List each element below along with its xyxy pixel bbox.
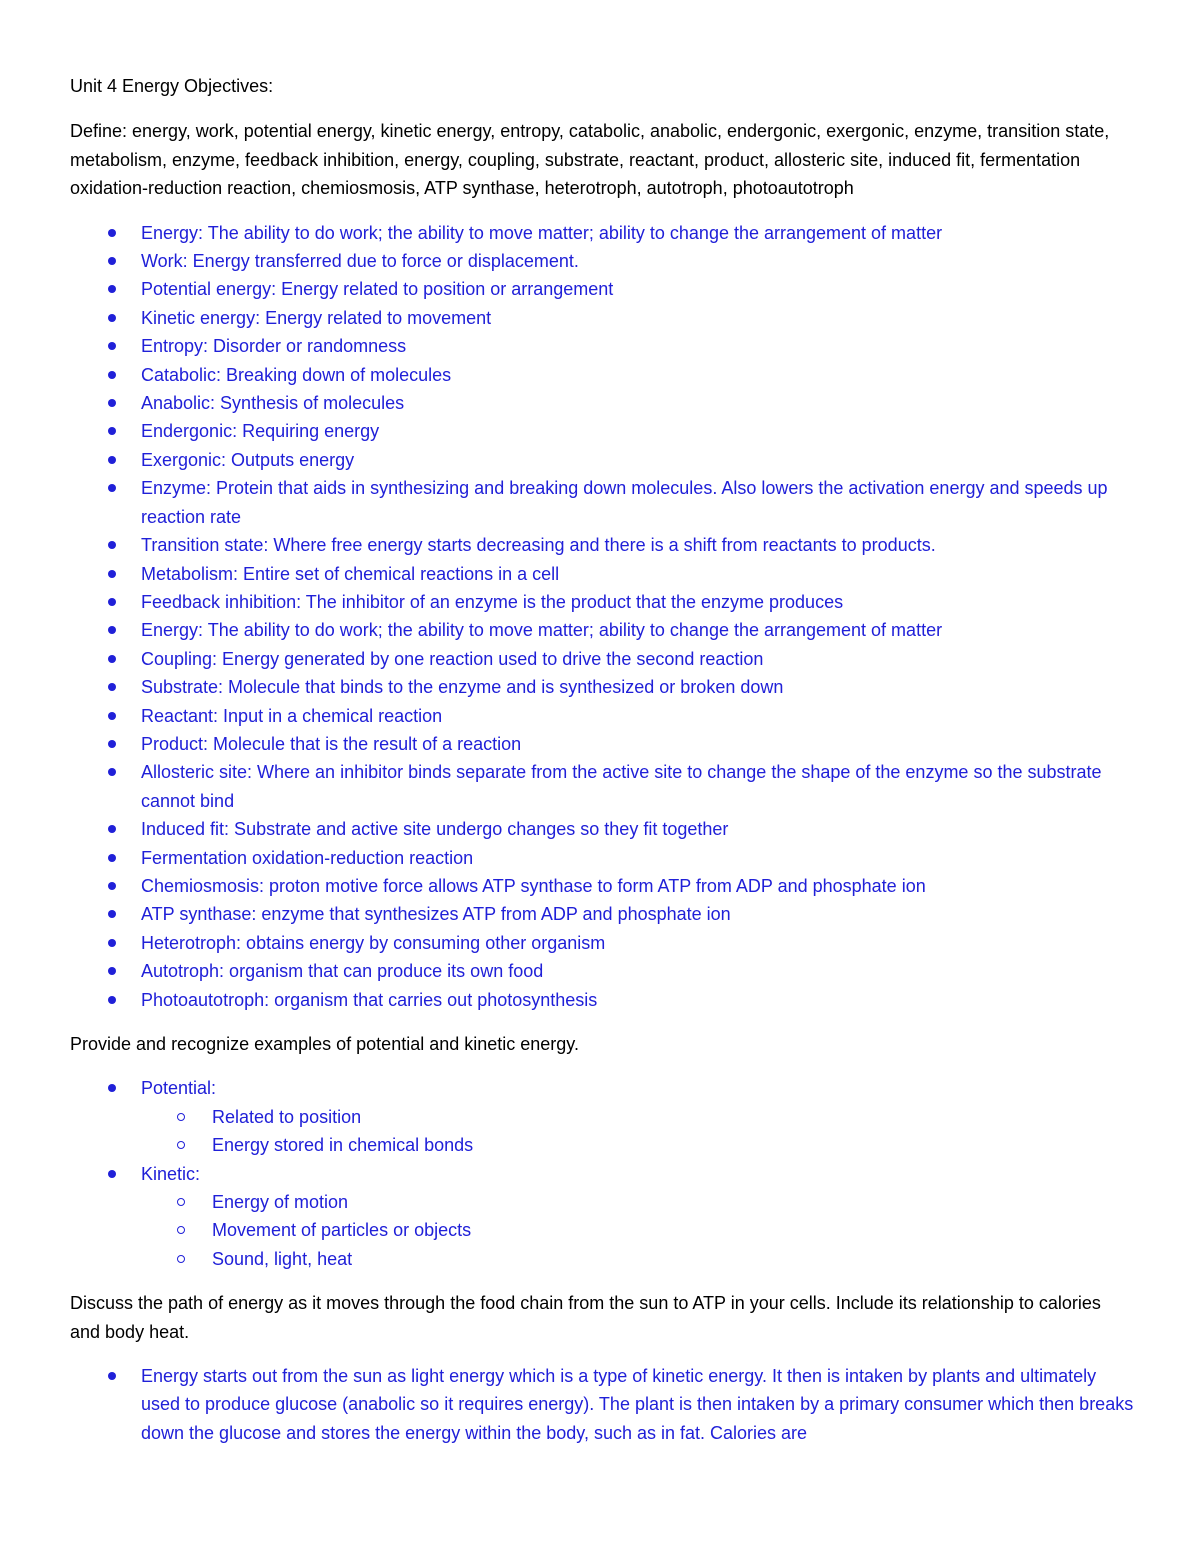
bullet-icon xyxy=(108,314,116,322)
bullet-icon xyxy=(108,655,116,663)
list-item: Autotroph: organism that can produce its own food xyxy=(70,957,1135,985)
bullet-icon xyxy=(108,1084,116,1092)
document-title: Unit 4 Energy Objectives: xyxy=(70,76,274,96)
example-sublist xyxy=(141,1103,1135,1160)
bullet-icon xyxy=(108,342,116,350)
bullet-icon xyxy=(108,967,116,975)
path-prompt: Discuss the path of energy as it moves through the food chain from the sun to ATP in your cells. Include its relationship to calories and body heat. xyxy=(70,1293,1101,1342)
list-item: Reactant: Input in a chemical reaction xyxy=(70,702,1135,730)
bullet-icon xyxy=(108,427,116,435)
list-item: Kinetic energy: Energy related to movement xyxy=(70,304,1135,332)
list-item: ATP synthase: enzyme that synthesizes ATP from ADP and phosphate ion xyxy=(70,900,1135,928)
list-item: Catabolic: Breaking down of molecules xyxy=(70,361,1135,389)
examples-list xyxy=(70,1074,1135,1273)
list-item: Energy of motion xyxy=(141,1188,1135,1216)
list-item: Chemiosmosis: proton motive force allows ATP synthase to form ATP from ADP and phosphate ion xyxy=(70,872,1135,900)
hollow-bullet-icon xyxy=(177,1198,185,1206)
bullet-icon xyxy=(108,683,116,691)
list-item: Photoautotroph: organism that carries out photosynthesis xyxy=(70,986,1135,1014)
list-item: Energy: The ability to do work; the ability to move matter; ability to change the arrangement of matter xyxy=(70,616,1135,644)
bullet-icon xyxy=(108,598,116,606)
list-item: Substrate: Molecule that binds to the enzyme and is synthesized or broken down xyxy=(70,673,1135,701)
bullet-icon xyxy=(108,825,116,833)
list-item: Sound, light, heat xyxy=(141,1245,1135,1273)
hollow-bullet-icon xyxy=(177,1226,185,1234)
bullet-icon xyxy=(108,882,116,890)
bullet-icon xyxy=(108,570,116,578)
list-item: Transition state: Where free energy starts decreasing and there is a shift from reactants to products. xyxy=(70,531,1135,559)
list-item: Related to position xyxy=(141,1103,1135,1131)
list-item: Induced fit: Substrate and active site undergo changes so they fit together xyxy=(70,815,1135,843)
list-item: Exergonic: Outputs energy xyxy=(70,446,1135,474)
bullet-icon xyxy=(108,939,116,947)
examples-prompt: Provide and recognize examples of potential and kinetic energy. xyxy=(70,1034,579,1054)
bullet-icon xyxy=(108,285,116,293)
list-item: Heterotroph: obtains energy by consuming other organism xyxy=(70,929,1135,957)
example-sublist xyxy=(141,1188,1135,1273)
hollow-bullet-icon xyxy=(177,1141,185,1149)
list-item: Product: Molecule that is the result of a reaction xyxy=(70,730,1135,758)
bullet-icon xyxy=(108,996,116,1004)
bullet-icon xyxy=(108,854,116,862)
bullet-icon xyxy=(108,626,116,634)
bullet-icon xyxy=(108,1372,116,1380)
list-item xyxy=(70,1362,1135,1447)
list-item: Allosteric site: Where an inhibitor binds separate from the active site to change the shape of the enzyme so the substrate cannot bind xyxy=(70,758,1135,815)
hollow-bullet-icon xyxy=(177,1113,185,1121)
path-answer: Energy starts out from the sun as light energy which is a type of kinetic energy. It then is intaken by plants and ultimately used to produce glucose (anabolic so it requires energy). The plant is then intaken by a primary consumer which then breaks down the glucose and stores the energy within the body, such as in fat. Calories are xyxy=(141,1366,1134,1443)
define-prompt: Define: energy, work, potential energy, kinetic energy, entropy, catabolic, anabolic, endergonic, exergonic, enzyme, transition state, metabolism, enzyme, feedback inhibition, energy, coupling, substrate, reactant, product, allosteric site, induced fit, fermentation oxidation-reduction reaction, chemiosmosis, ATP synthase, heterotroph, autotroph, photoautotroph xyxy=(70,121,1110,199)
bullet-icon xyxy=(108,456,116,464)
bullet-icon xyxy=(108,257,116,265)
definitions-list xyxy=(70,219,1135,1014)
list-item: Anabolic: Synthesis of molecules xyxy=(70,389,1135,417)
example-group-label: Potential: xyxy=(141,1078,217,1099)
list-item: Enzyme: Protein that aids in synthesizing and breaking down molecules. Also lowers the activation energy and speeds up reaction rate xyxy=(70,474,1135,531)
example-group-label: Kinetic: xyxy=(141,1163,201,1184)
bullet-icon xyxy=(108,484,116,492)
bullet-icon xyxy=(108,1170,116,1178)
bullet-icon xyxy=(108,768,116,776)
bullet-icon xyxy=(108,399,116,407)
list-item: Energy: The ability to do work; the ability to move matter; ability to change the arrangement of matter xyxy=(70,219,1135,247)
bullet-icon xyxy=(108,910,116,918)
hollow-bullet-icon xyxy=(177,1255,185,1263)
path-answer-list xyxy=(70,1362,1135,1447)
list-item: Potential energy: Energy related to position or arrangement xyxy=(70,275,1135,303)
example-group-potential xyxy=(70,1074,1135,1159)
example-group-kinetic xyxy=(70,1160,1135,1274)
list-item: Entropy: Disorder or randomness xyxy=(70,332,1135,360)
list-item: Fermentation oxidation-reduction reaction xyxy=(70,844,1135,872)
list-item: Coupling: Energy generated by one reaction used to drive the second reaction xyxy=(70,645,1135,673)
document-page xyxy=(70,72,1135,1463)
list-item: Energy stored in chemical bonds xyxy=(141,1131,1135,1159)
list-item: Movement of particles or objects xyxy=(141,1216,1135,1244)
bullet-icon xyxy=(108,541,116,549)
list-item: Feedback inhibition: The inhibitor of an enzyme is the product that the enzyme produces xyxy=(70,588,1135,616)
list-item: Work: Energy transferred due to force or displacement. xyxy=(70,247,1135,275)
bullet-icon xyxy=(108,712,116,720)
bullet-icon xyxy=(108,740,116,748)
list-item: Endergonic: Requiring energy xyxy=(70,417,1135,445)
bullet-icon xyxy=(108,371,116,379)
list-item: Metabolism: Entire set of chemical reactions in a cell xyxy=(70,560,1135,588)
bullet-icon xyxy=(108,229,116,237)
